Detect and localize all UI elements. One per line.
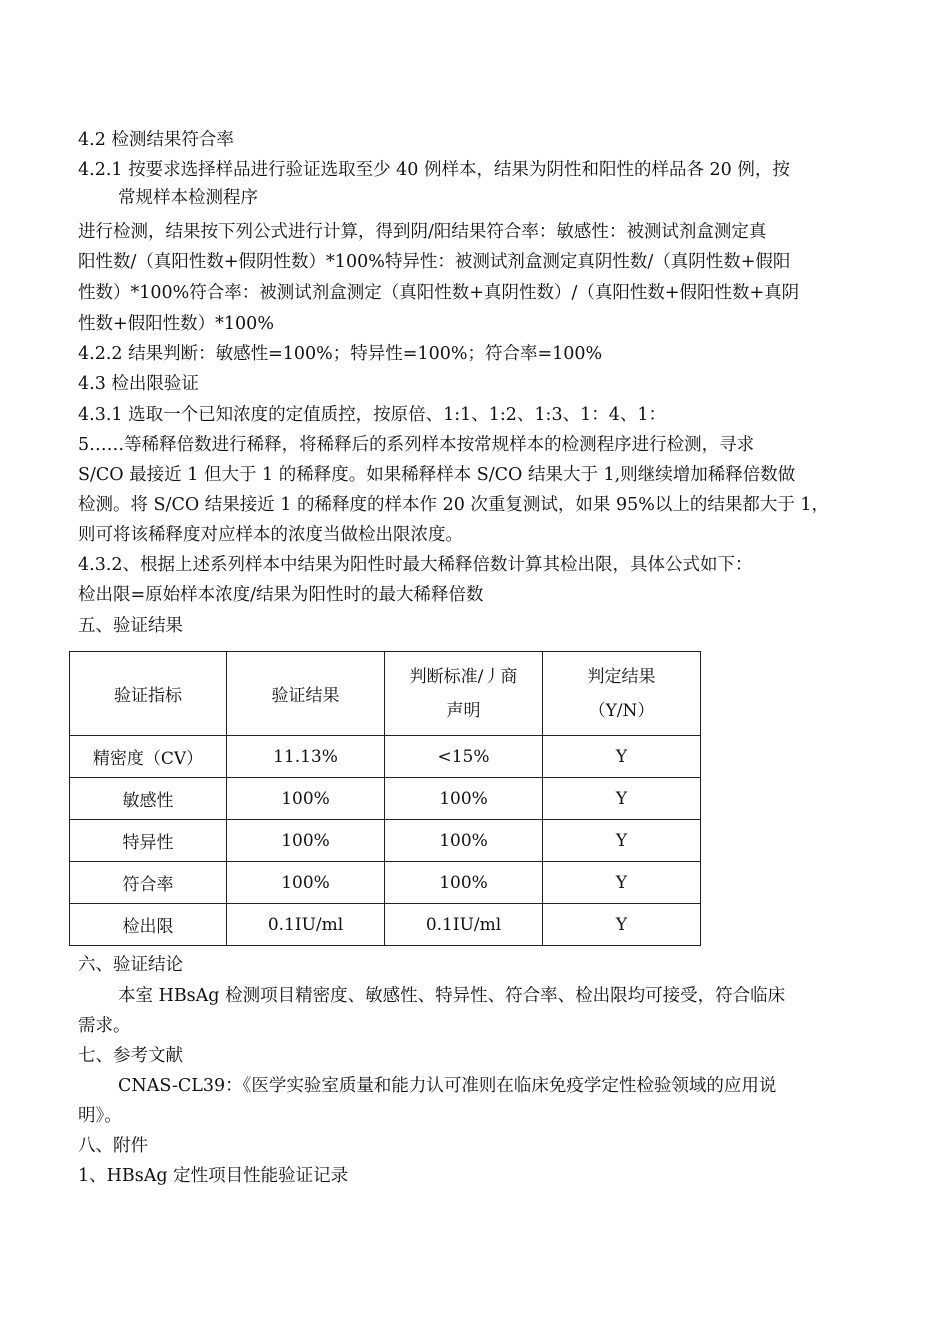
table-header-row — [70, 652, 701, 736]
header-judge — [543, 652, 701, 736]
section-5-title: 五、验证结果 — [78, 616, 183, 636]
para-4-3-1-line-3: S/CO 最接近 1 但大于 1 的稀释度。如果稀释样本 S/CO 结果大于 1,则继续增加稀释倍数做 — [78, 465, 796, 485]
table-row — [70, 862, 701, 904]
cell-metric: 敏感性 — [70, 778, 227, 820]
cell-result: 100% — [227, 862, 385, 904]
para-4-3-1-line-4: 检测。将 S/CO 结果接近 1 的稀释度的样本作 20 次重复测试，如果 95%以上的结果都大于 1， — [78, 495, 830, 515]
header-result: 验证结果 — [227, 652, 385, 736]
section-4-3-title: 4.3 检出限验证 — [78, 374, 199, 394]
cell-metric: 检出限 — [70, 904, 227, 946]
para-4-2-1-line-4: 阳性数/（真阳性数+假阴性数）*100%特异性：被测试剂盒测定真阴性数/（真阴性数+假阳 — [78, 252, 791, 272]
verification-results-table — [69, 651, 701, 946]
para-4-3-1-line-2: 5……等稀释倍数进行稀释，将稀释后的系列样本按常规样本的检测程序进行检测，寻求 — [78, 435, 755, 455]
cell-judge: Y — [543, 904, 701, 946]
para-4-2-1-line-6: 性数+假阳性数）*100% — [78, 314, 274, 334]
table-row — [70, 904, 701, 946]
para-4-3-2-line-1: 4.3.2、根据上述系列样本中结果为阳性时最大稀释倍数计算其检出限，具体公式如下： — [78, 555, 753, 575]
cell-judge: Y — [543, 862, 701, 904]
cell-judge: Y — [543, 778, 701, 820]
para-4-3-1-line-1: 4.3.1 选取一个已知浓度的定值质控，按原倍、1:1、1:2、1:3、1：4、1： — [78, 405, 666, 425]
table-row — [70, 736, 701, 778]
cell-standard: 100% — [385, 820, 543, 862]
para-4-3-1-line-5: 则可将该稀释度对应样本的浓度当做检出限浓度。 — [78, 525, 463, 545]
cell-metric: 符合率 — [70, 862, 227, 904]
attachment-item-1: 1、HBsAg 定性项目性能验证记录 — [78, 1166, 349, 1186]
cell-standard: <15% — [385, 736, 543, 778]
reference-line-1: CNAS-CL39：《医学实验室质量和能力认可准则在临床免疫学定性检验领域的应用说 — [118, 1076, 777, 1096]
header-judge-line-2: （Y/N） — [588, 700, 655, 721]
section-4-2-title: 4.2 检测结果符合率 — [78, 130, 234, 150]
para-4-3-2-line-2: 检出限=原始样本浓度/结果为阳性时的最大稀释倍数 — [78, 585, 484, 605]
cell-metric: 特异性 — [70, 820, 227, 862]
header-standard-line-2: 声明 — [446, 700, 481, 721]
cell-metric: 精密度（CV） — [70, 736, 227, 778]
section-6-title: 六、验证结论 — [78, 955, 183, 975]
header-judge-line-1: 判定结果 — [587, 666, 656, 687]
section-8-title: 八、附件 — [78, 1136, 148, 1156]
cell-result: 11.13% — [227, 736, 385, 778]
section-7-title: 七、参考文献 — [78, 1046, 183, 1066]
table-row — [70, 778, 701, 820]
para-4-2-1-line-5: 性数）*100%符合率：被测试剂盒测定（真阳性数+真阴性数）/（真阳性数+假阳性数+真阴 — [78, 283, 800, 303]
header-metric: 验证指标 — [70, 652, 227, 736]
para-4-2-1-line-3: 进行检测，结果按下列公式进行计算，得到阴/阳结果符合率：敏感性：被测试剂盒测定真 — [78, 222, 767, 242]
header-standard-line-1: 判断标准/丿商 — [409, 666, 518, 687]
conclusion-line-1: 本室 HBsAg 检测项目精密度、敏感性、特异性、符合率、检出限均可接受，符合临床 — [118, 986, 786, 1006]
cell-standard: 0.1IU/ml — [385, 904, 543, 946]
para-4-2-2: 4.2.2 结果判断：敏感性=100%；特异性=100%；符合率=100% — [78, 344, 603, 364]
table-row — [70, 820, 701, 862]
cell-result: 100% — [227, 820, 385, 862]
reference-line-2: 明》。 — [78, 1106, 122, 1126]
para-4-2-1-line-2: 常规样本检测程序 — [118, 188, 258, 208]
cell-standard: 100% — [385, 778, 543, 820]
cell-result: 0.1IU/ml — [227, 904, 385, 946]
cell-standard: 100% — [385, 862, 543, 904]
para-4-2-1-line-1: 4.2.1 按要求选择样品进行验证选取至少 40 例样本，结果为阴性和阳性的样品各 20 例，按 — [78, 160, 790, 180]
cell-result: 100% — [227, 778, 385, 820]
conclusion-line-2: 需求。 — [78, 1016, 131, 1036]
header-standard — [385, 652, 543, 736]
cell-judge: Y — [543, 736, 701, 778]
cell-judge: Y — [543, 820, 701, 862]
